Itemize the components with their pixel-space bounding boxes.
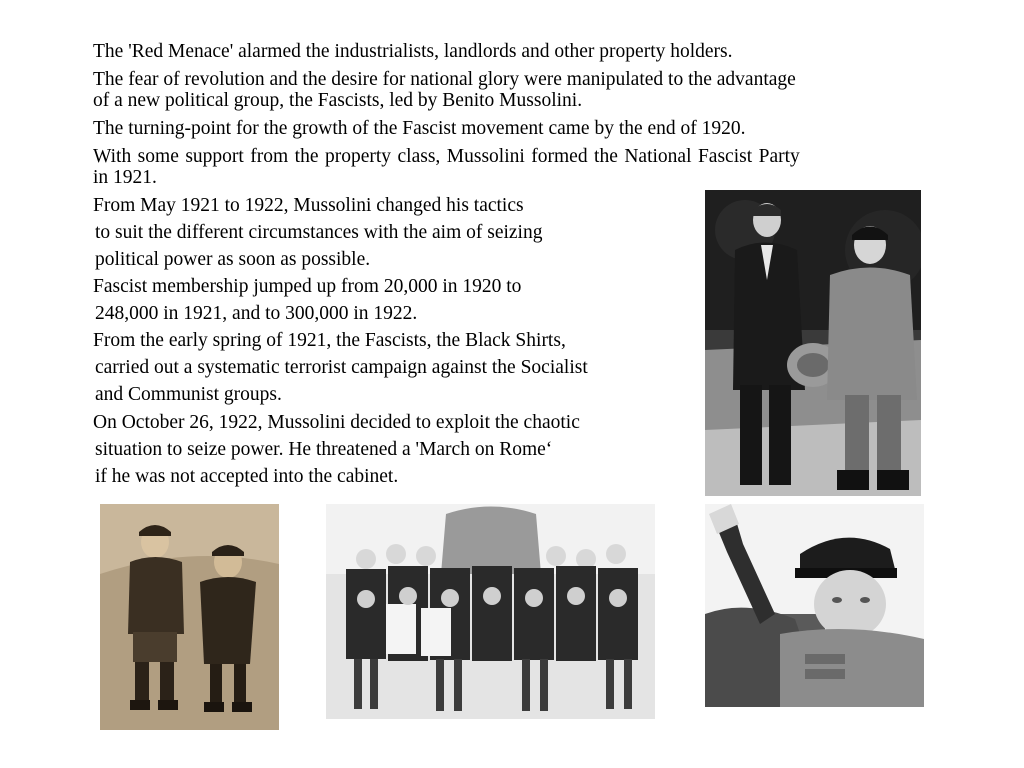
paragraph-march-line-1: On October 26, 1922, Mussolini decided to exploit the chaotic [93, 412, 580, 433]
saluting-leader-photo [705, 504, 924, 707]
two-children-photo [100, 504, 279, 730]
paragraph-tactics-line-1: From May 1921 to 1922, Mussolini changed his tactics [93, 195, 524, 216]
paragraph-party-line-2: in 1921. [93, 167, 157, 188]
paragraph-march-line-3: if he was not accepted into the cabinet. [95, 466, 399, 487]
paragraph-turning-point: The turning-point for the growth of the Fascist movement came by the end of 1920. [93, 118, 746, 139]
paragraph-red-menace: The 'Red Menace' alarmed the industrialists, landlords and other property holders. [93, 41, 733, 62]
leaders-walking-image [705, 190, 921, 496]
children-group-photo [326, 504, 655, 719]
two-children-image [100, 504, 279, 730]
paragraph-campaign-line-2: carried out a systematic terrorist campaign against the Socialist [95, 357, 588, 378]
paragraph-party-line-1: With some support from the property class, Mussolini formed the National Fascist Party [93, 146, 800, 167]
paragraph-fear-line-2: of a new political group, the Fascists, led by Benito Mussolini. [93, 90, 583, 111]
paragraph-fear-line-1: The fear of revolution and the desire for national glory were manipulated to the advantage [93, 69, 796, 90]
paragraph-tactics-line-2: to suit the different circumstances with the aim of seizing [95, 222, 543, 243]
paragraph-tactics-line-3: political power as soon as possible. [95, 249, 371, 270]
children-group-image [326, 504, 655, 719]
leaders-walking-photo [705, 190, 921, 496]
paragraph-campaign-line-1: From the early spring of 1921, the Fascists, the Black Shirts, [93, 330, 566, 351]
paragraph-membership-line-2: 248,000 in 1921, and to 300,000 in 1922. [95, 303, 418, 324]
paragraph-campaign-line-3: and Communist groups. [95, 384, 282, 405]
paragraph-march-line-2: situation to seize power. He threatened a 'March on Rome‘ [95, 439, 553, 460]
paragraph-membership-line-1: Fascist membership jumped up from 20,000 in 1920 to [93, 276, 522, 297]
saluting-leader-image [705, 504, 924, 707]
